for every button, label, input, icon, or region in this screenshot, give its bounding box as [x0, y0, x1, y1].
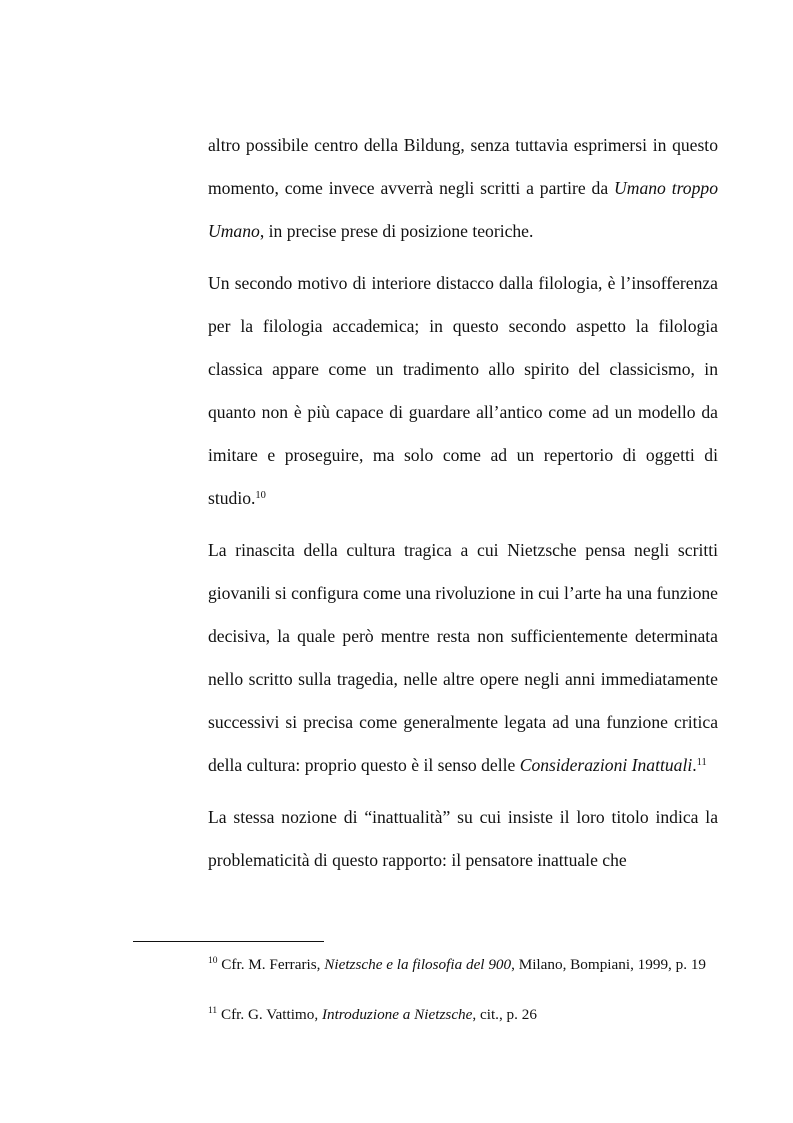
footnote-10: $^{10}$ Cfr. M. Ferraris, Nietzsche e la filosofia del 900, Milano, Bompiani, 1999, p. 19	[208, 956, 707, 973]
footnote-11: $^{11}$ Cfr. G. Vattimo, Introduzione a Nietzsche, cit., p. 26	[208, 1006, 537, 1023]
footnote-book-title: Introduzione a Nietzsche	[321, 1006, 473, 1023]
body-text	[208, 124, 718, 882]
footnote-number: 11	[208, 1006, 218, 1016]
footnote-book-title: Nietzsche e la filosofia del 900	[324, 956, 512, 973]
footnote-ref-11[interactable]: 11	[696, 757, 707, 769]
footnote-separator	[133, 941, 324, 942]
paragraph-2: Un secondo motivo di interiore distacco dalla filologia, è l’insofferenza per la filologia accademica; in questo secondo aspetto la filologia classica appare come un tradimento allo spirito del classicismo, in quanto non è più capace di guardare all’antico come ad un modello da imitare e proseguire, ma solo come ad un repertorio di oggetti di studio.$^{10}$	[208, 272, 718, 509]
paragraph-1: altro possibile centro della Bildung, senza tuttavia esprimersi in questo momento, come invece avverrà negli scritti a partire da Umano troppo Umano, in precise prese di posizione teoriche.	[208, 135, 718, 242]
paragraph-3: La rinascita della cultura tragica a cui Nietzsche pensa negli scritti giovanili si configura come una rivoluzione in cui l’arte ha una funzione decisiva, la quale però mentre resta non sufficientemente determinata nello scritto sulla tragedia, nelle altre opere negli anni immediatamente successivi si precisa come generalmente legata ad una funzione critica della cultura: proprio questo è il senso delle Considerazioni Inattuali.$^{11}$	[208, 539, 718, 776]
book-title-umano-troppo-umano: Umano troppo Umano	[208, 178, 718, 242]
paragraph-4: La stessa nozione di “inattualità” su cui insiste il loro titolo indica la problematicità di questo rapporto: il pensatore inattuale che	[208, 806, 718, 870]
footnote-ref-10[interactable]: 10	[255, 490, 266, 502]
footnote-number: 10	[208, 956, 218, 966]
book-title-considerazioni-inattuali: Considerazioni Inattuali	[519, 755, 693, 776]
footnotes	[208, 950, 718, 1030]
